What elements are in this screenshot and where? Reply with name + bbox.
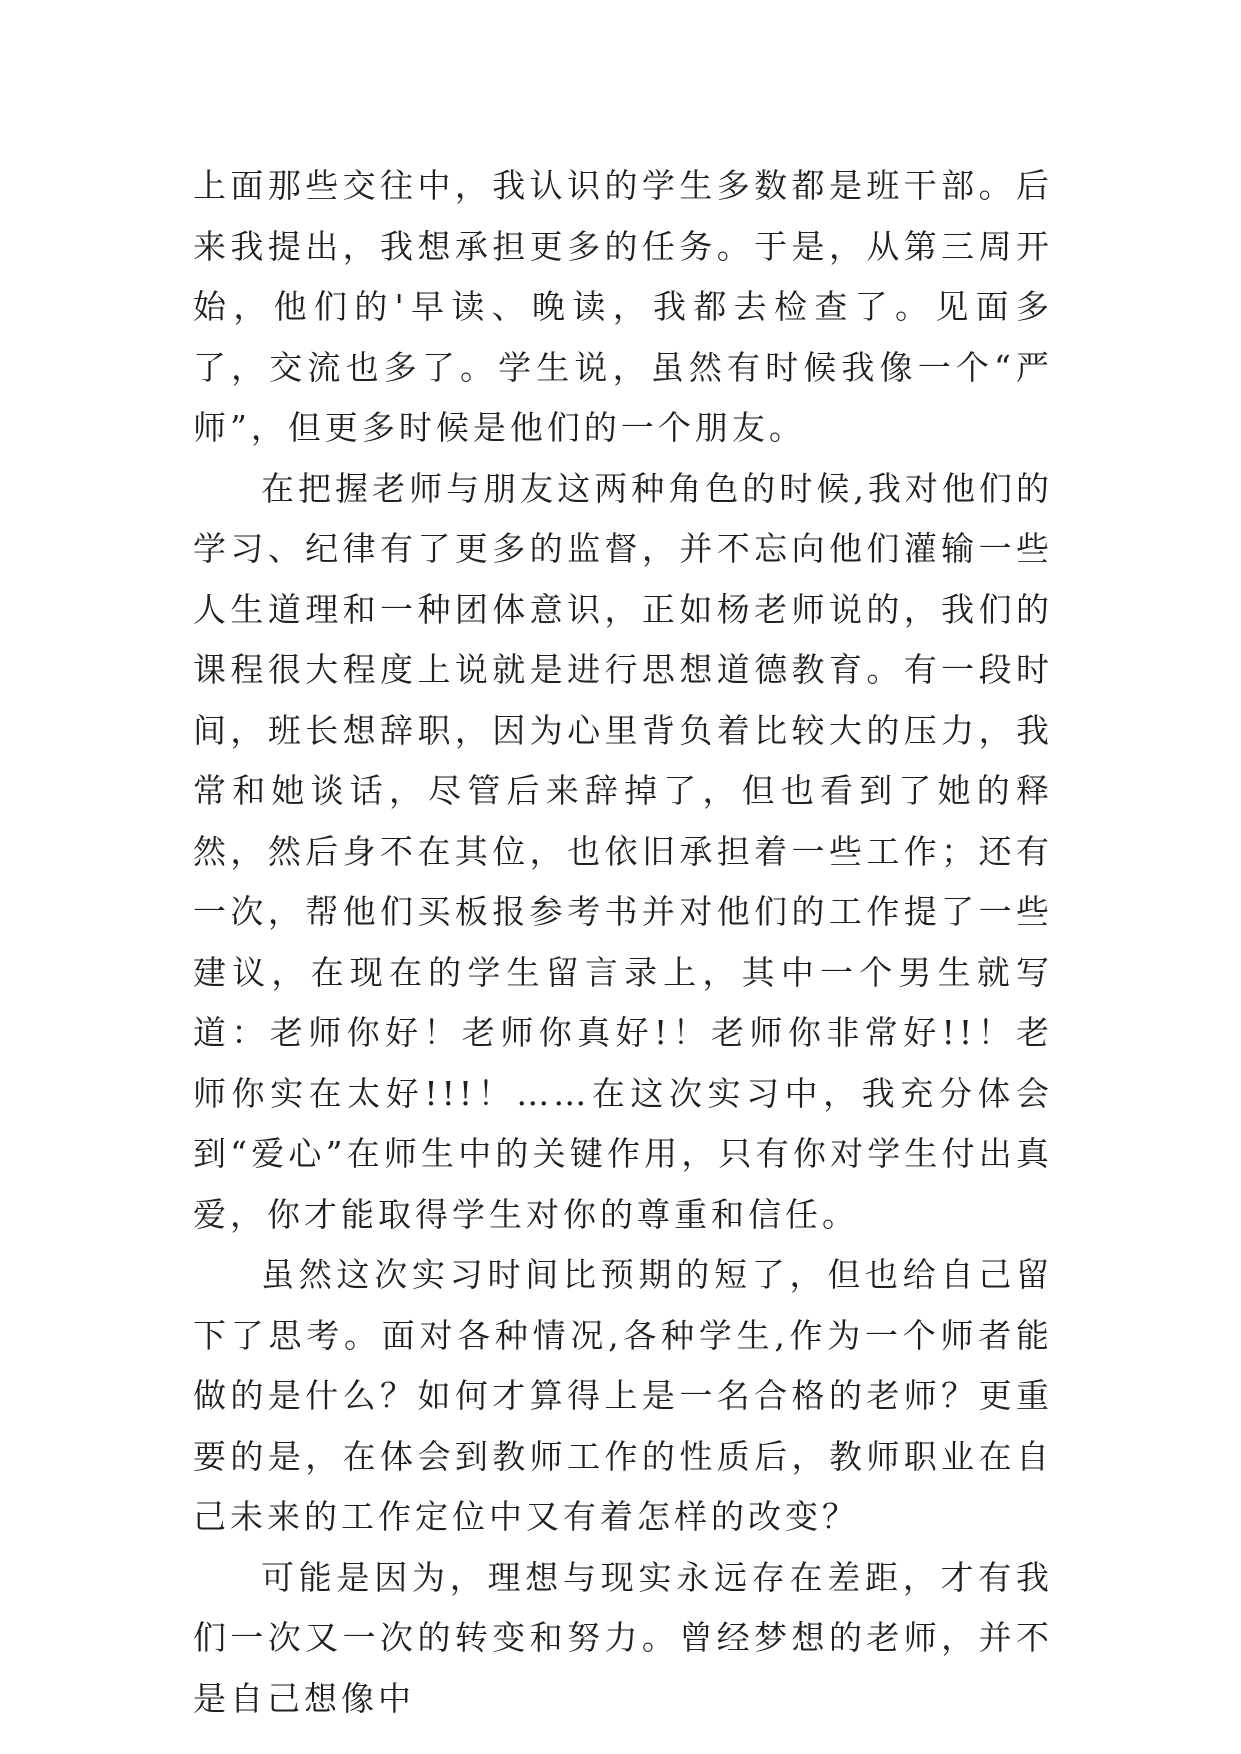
- paragraph-4: 可能是因为，理想与现实永远存在差距，才有我们一次又一次的转变和努力。曾经梦想的老师，并不是自己想像中: [193, 1557, 1053, 1718]
- paragraph-2: 在把握老师与朋友这两种角色的时候,我对他们的学习、纪律有了更多的监督，并不忘向他们灌输一些人生道理和一种团体意识，正如杨老师说的，我们的课程很大程度上说就是进行思想道德教育。有一段时间，班长想辞职，因为心里背负着比较大的压力，我常和她谈话，尽管后来辞掉了，但也看到了她的释然，然后身不在其位，也依旧承担着一些工作；还有一次，帮他们买板报参考书并对他们的工作提了一些建议，在现在的学生留言录上，其中一个男生就写道：老师你好！老师你真好!！老师你非常好!!！老师你实在太好!!!！……在这次实习中，我充分体会到“爱心”在师生中的关键作用，只有你对学生付出真爱，你才能取得学生对你的尊重和信任。: [193, 468, 1053, 1234]
- paragraph-3: 虽然这次实习时间比预期的短了，但也给自己留下了思考。面对各种情况,各种学生,作为一个师者能做的是什么？如何才算得上是一名合格的老师？更重要的是，在体会到教师工作的性质后，教师职业在自己未来的工作定位中又有着怎样的改变？: [193, 1255, 1053, 1536]
- document-body: [193, 156, 1053, 1729]
- paragraph-1: 上面那些交往中，我认识的学生多数都是班干部。后来我提出，我想承担更多的任务。于是，从第三周开始，他们的'早读、晚读，我都去检查了。见面多了，交流也多了。学生说，虽然有时候我像一个“严师”，但更多时候是他们的一个朋友。: [193, 166, 1053, 447]
